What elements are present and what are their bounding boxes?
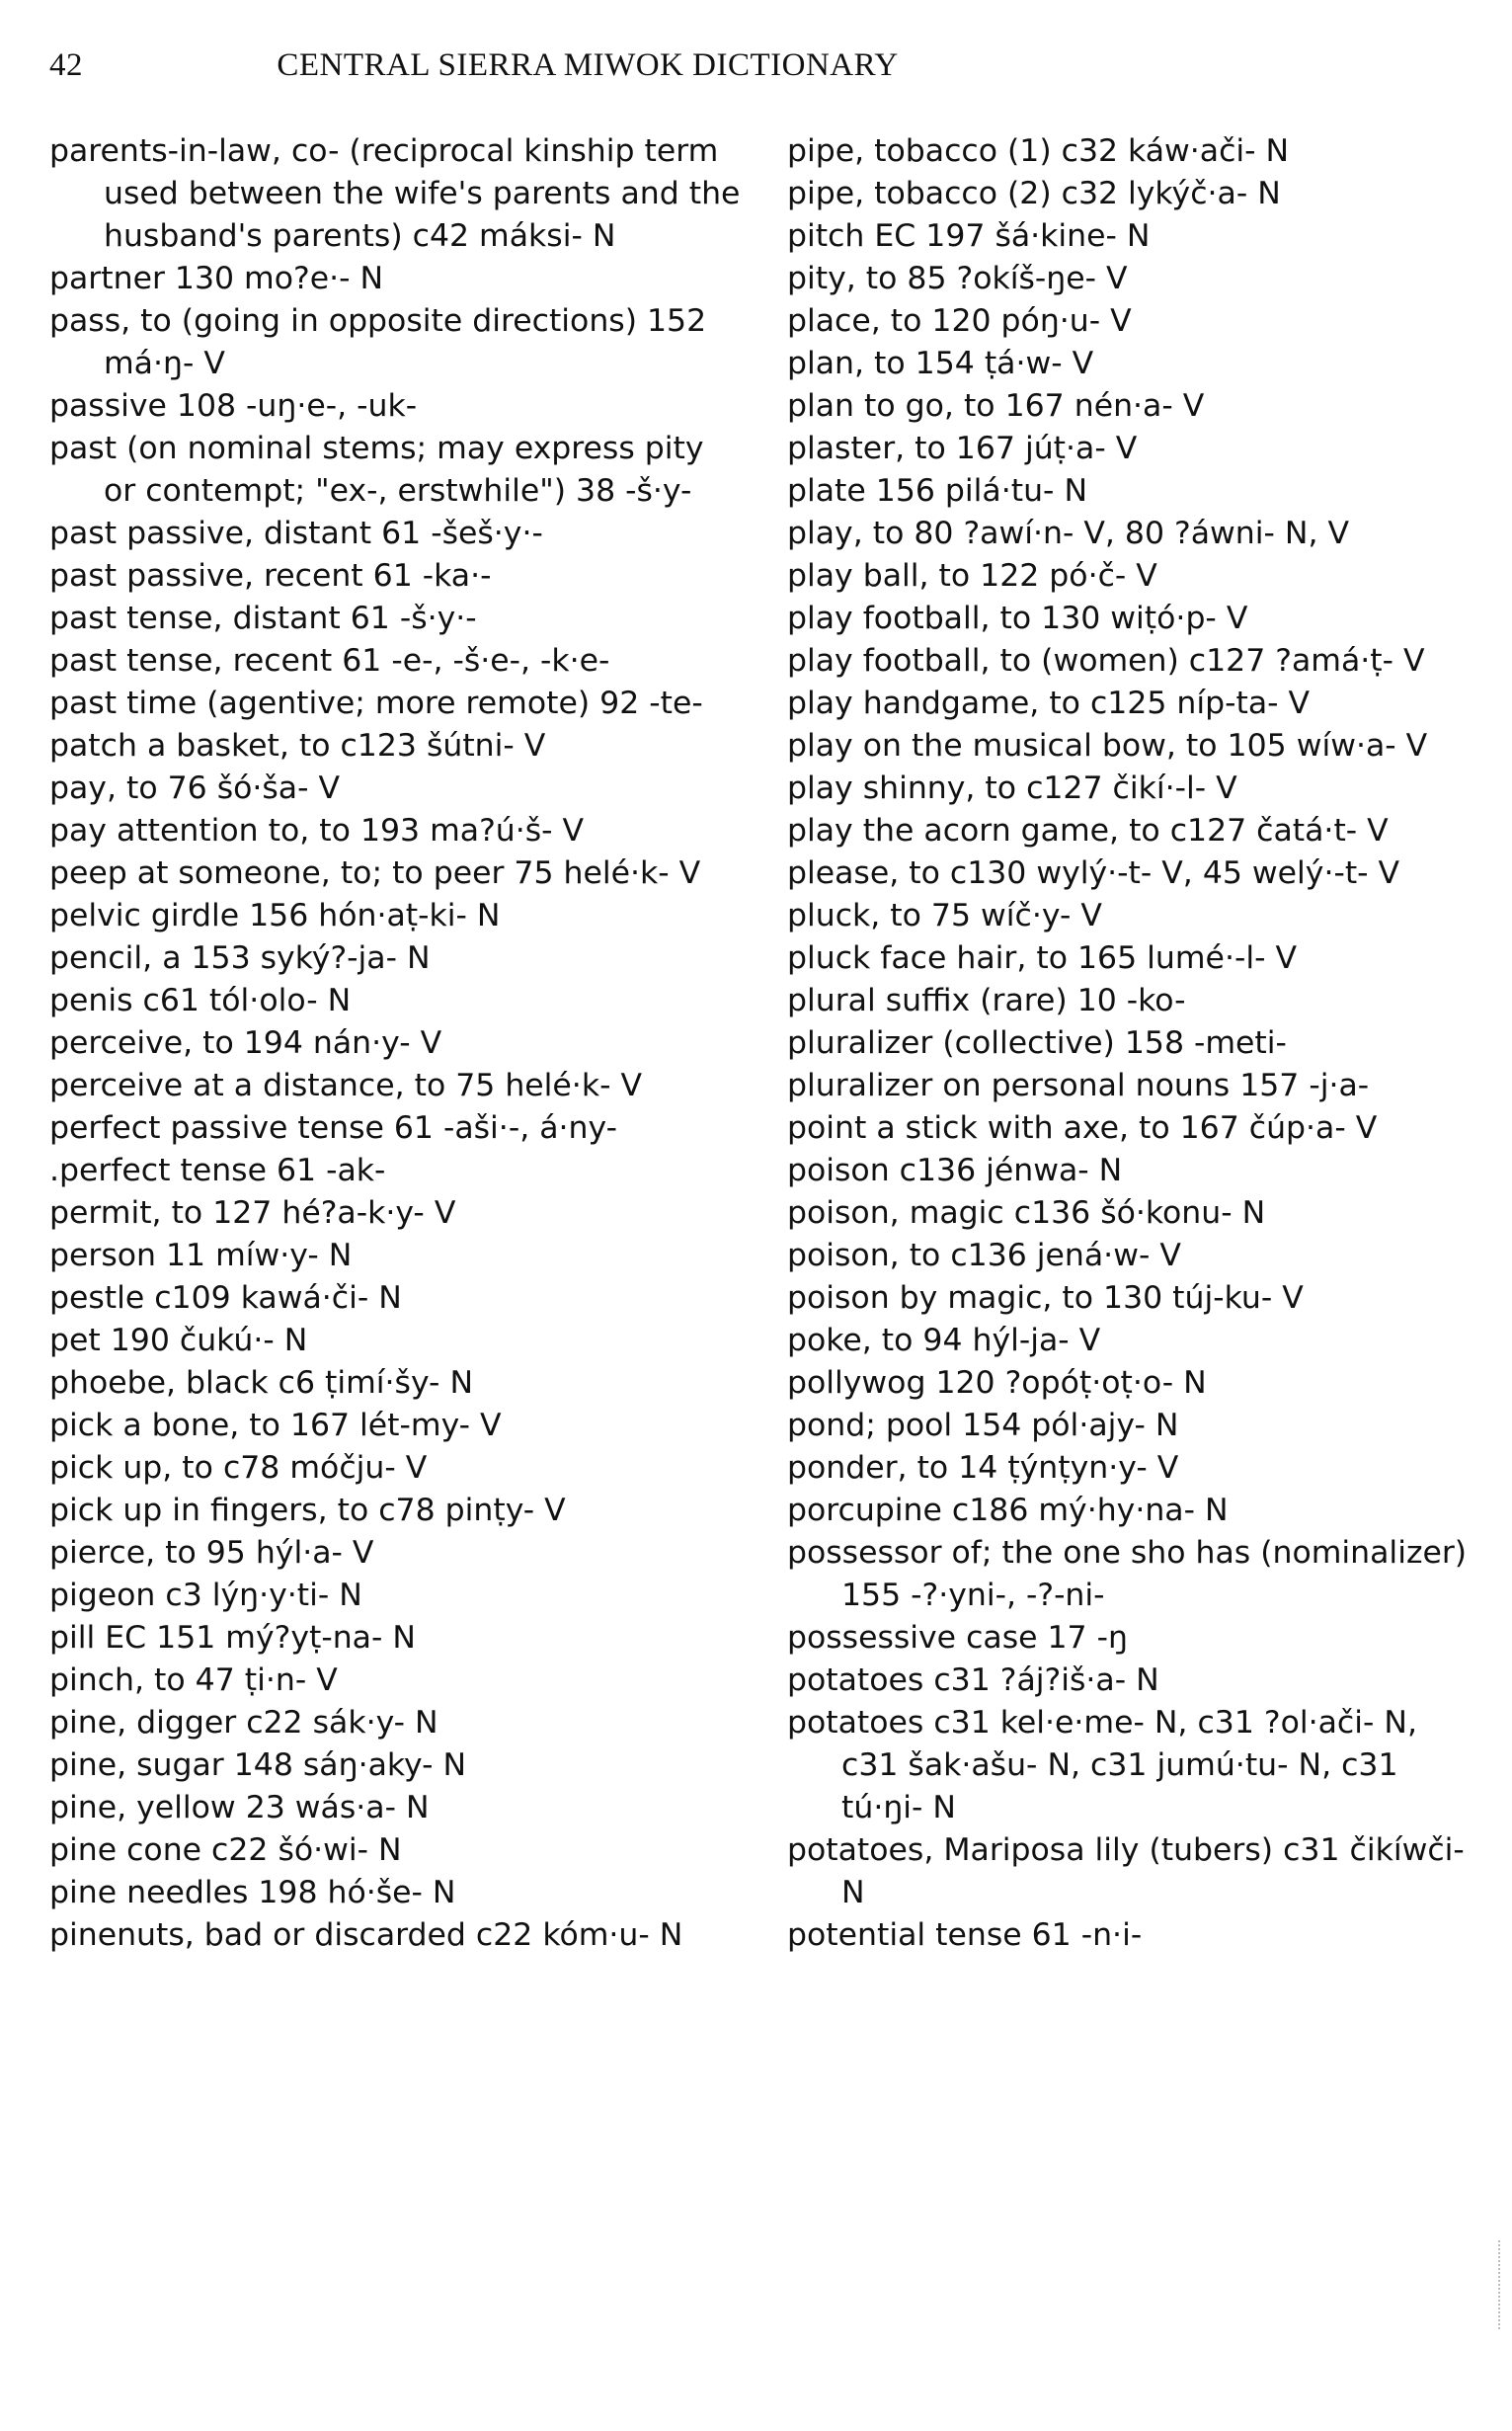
dictionary-entry: passive 108 -uŋ·e-, -uk- [49, 388, 418, 424]
dictionary-entry: pay attention to, to 193 ma?ú·š- V [49, 813, 585, 849]
dictionary-entry: past time (agentive; more remote) 92 -te- [49, 686, 703, 721]
dictionary-entry: .perfect tense 61 -ak- [49, 1153, 386, 1188]
dictionary-entry: play handgame, to c125 níp-ta- V [787, 686, 1311, 721]
dictionary-entry: pipe, tobacco (1) c32 káw·ači- N [787, 133, 1290, 169]
right-column [787, 130, 1478, 1957]
dictionary-entry: potential tense 61 -n·i- [787, 1917, 1143, 1953]
dictionary-entry: past tense, recent 61 -e-, -š·e-, -k·e- [49, 643, 610, 679]
dictionary-entry: plan, to 154 ṭá·w- V [787, 346, 1094, 381]
dictionary-entry: play shinny, to c127 čikí·-l- V [787, 770, 1237, 806]
dictionary-entry: place, to 120 póŋ·u- V [787, 303, 1132, 339]
dictionary-entry: perceive, to 194 nán·y- V [49, 1025, 442, 1061]
dictionary-entry: penis c61 tól·olo- N [49, 983, 352, 1018]
dictionary-entry: potatoes c31 ?áj?iš·a- N [787, 1662, 1159, 1698]
dictionary-entry: play football, to 130 wiṭó·p- V [787, 601, 1248, 636]
dictionary-entry: plate 156 pilá·tu- N [787, 473, 1088, 509]
dictionary-entry: parents-in-law, co- (reciprocal kinship term used between the wife's parents and the husband's parents) c42 máksi- N [49, 133, 751, 254]
dictionary-entry: past tense, distant 61 -š·y·- [49, 601, 477, 636]
dictionary-entry: pine, yellow 23 wás·a- N [49, 1790, 430, 1825]
dictionary-entry: patch a basket, to c123 šútni- V [49, 728, 546, 764]
dictionary-entry: phoebe, black c6 ṭimí·šy- N [49, 1365, 474, 1401]
dictionary-entry: poison, to c136 jená·w- V [787, 1238, 1181, 1273]
dictionary-entry: past (on nominal stems; may express pity or contempt; "ex-, erstwhile") 38 -š·y- [49, 431, 714, 509]
dictionary-entry: plural suffix (rare) 10 -ko- [787, 983, 1186, 1018]
dictionary-entry: peep at someone, to; to peer 75 helé·k- V [49, 855, 701, 891]
dictionary-entry: pet 190 čukú·- N [49, 1323, 308, 1358]
dictionary-entry: perceive at a distance, to 75 helé·k- V [49, 1068, 642, 1103]
dictionary-entry: pay, to 76 šó·ša- V [49, 770, 341, 806]
dictionary-entry: pestle c109 kawá·či- N [49, 1280, 402, 1316]
dictionary-entry: pick up in fingers, to c78 pinṭy- V [49, 1493, 566, 1528]
dictionary-entry: point a stick with axe, to 167 čúp·a- V [787, 1110, 1378, 1146]
dictionary-entry: pollywog 120 ?opóṭ·oṭ·o- N [787, 1365, 1207, 1401]
dictionary-entry: porcupine c186 mý·hy·na- N [787, 1493, 1229, 1528]
dictionary-entry: pierce, to 95 hýl·a- V [49, 1535, 374, 1571]
dictionary-entry: poke, to 94 hýl-ja- V [787, 1323, 1101, 1358]
running-head [49, 47, 1126, 91]
scan-edge-mark [1498, 2240, 1503, 2329]
dictionary-entry: perfect passive tense 61 -aši·-, á·ny- [49, 1110, 617, 1146]
dictionary-entry: pine cone c22 šó·wi- N [49, 1832, 402, 1868]
dictionary-entry: pine, sugar 148 sáŋ·aky- N [49, 1747, 467, 1783]
dictionary-entry: potatoes, Mariposa lily (tubers) c31 čikíwči- N [787, 1832, 1474, 1910]
dictionary-entry: pluralizer on personal nouns 157 -j·a- [787, 1068, 1370, 1103]
dictionary-entry: please, to c130 wylý·-t- V, 45 welý·-t- V [787, 855, 1400, 891]
running-title: CENTRAL SIERRA MIWOK DICTIONARY [277, 47, 899, 83]
dictionary-entry: pluralizer (collective) 158 -meti- [787, 1025, 1287, 1061]
left-column [49, 130, 751, 1957]
dictionary-entry: possessor of; the one sho has (nominalizer) 155 -?·yni-, -?-ni- [787, 1535, 1477, 1613]
dictionary-entry: pine, digger c22 sák·y- N [49, 1705, 438, 1741]
dictionary-entry: pill EC 151 mý?yṭ-na- N [49, 1620, 416, 1656]
dictionary-entry: plaster, to 167 júṭ·a- V [787, 431, 1138, 466]
dictionary-entry: play, to 80 ?awí·n- V, 80 ?áwni- N, V [787, 516, 1350, 551]
dictionary-entry: pencil, a 153 syký?-ja- N [49, 940, 431, 976]
dictionary-entry: pinch, to 47 ṭi·n- V [49, 1662, 338, 1698]
dictionary-entry: play the acorn game, to c127 čatá·t- V [787, 813, 1389, 849]
dictionary-entry: pelvic girdle 156 hón·aṭ-ki- N [49, 898, 501, 933]
dictionary-entry: past passive, distant 61 -šeš·y·- [49, 516, 543, 551]
dictionary-entry: pitch EC 197 šá·kine- N [787, 218, 1151, 254]
dictionary-entry: possessive case 17 -ŋ [787, 1620, 1128, 1656]
dictionary-entry: permit, to 127 hé?a-k·y- V [49, 1195, 456, 1231]
dictionary-entry: pass, to (going in opposite directions) 152 má·ŋ- V [49, 303, 717, 381]
dictionary-entry: pinenuts, bad or discarded c22 kóm·u- N [49, 1917, 683, 1953]
dictionary-entry: pond; pool 154 pól·ajy- N [787, 1408, 1179, 1443]
dictionary-entry: play ball, to 122 pó·č- V [787, 558, 1157, 594]
dictionary-entry: person 11 míw·y- N [49, 1238, 353, 1273]
dictionary-entry: plan to go, to 167 nén·a- V [787, 388, 1205, 424]
dictionary-entry: poison c136 jénwa- N [787, 1153, 1123, 1188]
dictionary-entry: pity, to 85 ?okíš-ŋe- V [787, 261, 1128, 296]
dictionary-entry: pluck, to 75 wíč·y- V [787, 898, 1102, 933]
dictionary-entry: play on the musical bow, to 105 wíw·a- V [787, 728, 1428, 764]
dictionary-entry: partner 130 mo?e·- N [49, 261, 384, 296]
dictionary-entry: pick up, to c78 móčju- V [49, 1450, 428, 1486]
dictionary-entry: potatoes c31 kel·e·me- N, c31 ?ol·ači- N, c31 šak·ašu- N, c31 jumú·tu- N, c31 tú·ŋi- N [787, 1705, 1427, 1825]
dictionary-entry: play football, to (women) c127 ?amá·ṭ- V [787, 643, 1425, 679]
dictionary-entry: pipe, tobacco (2) c32 lykýč·a- N [787, 176, 1281, 211]
dictionary-entry: pluck face hair, to 165 lumé·-l- V [787, 940, 1297, 976]
dictionary-entry: past passive, recent 61 -ka·- [49, 558, 492, 594]
dictionary-entry: pine needles 198 hó·še- N [49, 1875, 456, 1910]
dictionary-entry: pigeon c3 lýŋ·y·ti- N [49, 1578, 362, 1613]
dictionary-entry: poison by magic, to 130 túj-ku- V [787, 1280, 1304, 1316]
dictionary-entry: poison, magic c136 šó·konu- N [787, 1195, 1266, 1231]
page-number: 42 [49, 47, 83, 83]
dictionary-entry: ponder, to 14 ṭýnṭyn·y- V [787, 1450, 1179, 1486]
dictionary-entry: pick a bone, to 167 lét-my- V [49, 1408, 502, 1443]
